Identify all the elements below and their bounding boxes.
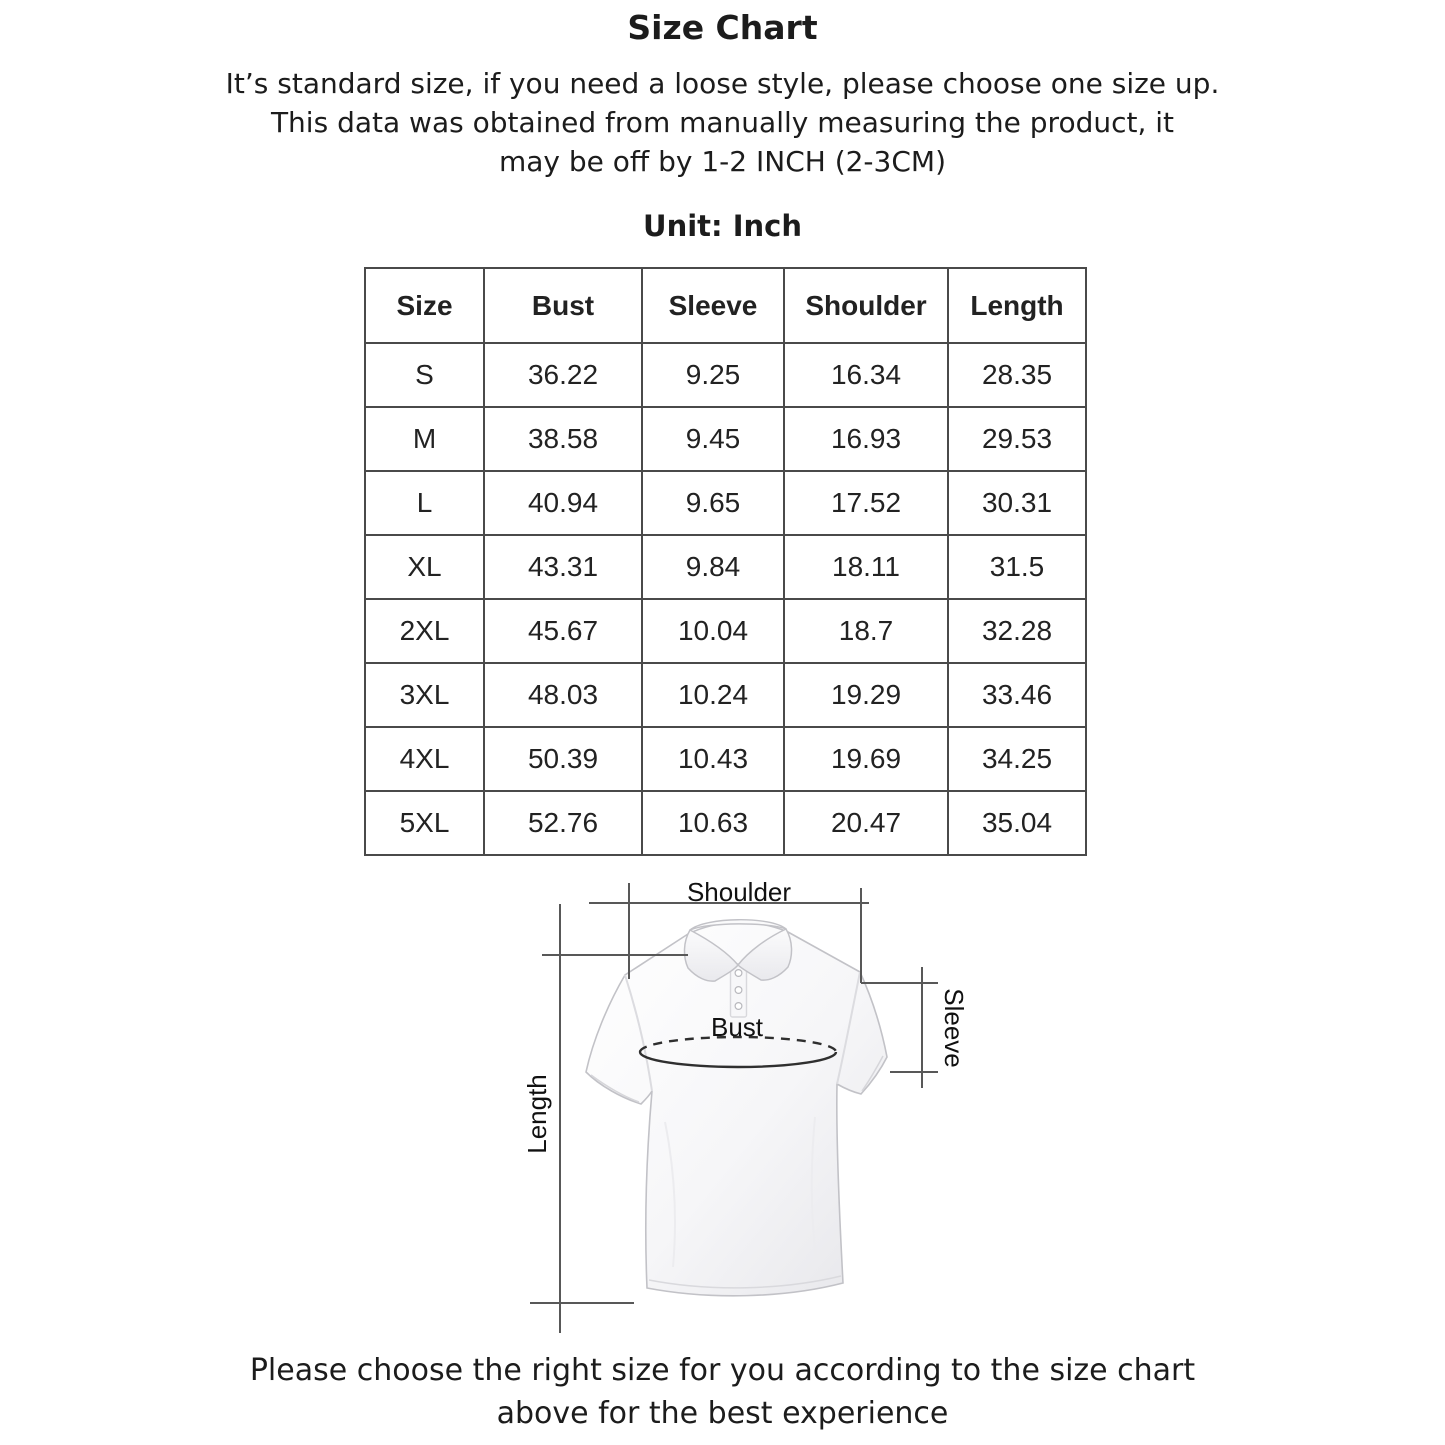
size-chart-table bbox=[364, 267, 1087, 856]
table-row bbox=[365, 343, 1086, 407]
table-cell-size: M bbox=[365, 407, 484, 471]
table-cell-length: 33.46 bbox=[948, 663, 1086, 727]
table-cell-bust: 45.67 bbox=[484, 599, 642, 663]
table-cell-length: 30.31 bbox=[948, 471, 1086, 535]
size-note-line-1: It’s standard size, if you need a loose style, please choose one size up. bbox=[225, 67, 1220, 100]
polo-shirt-illustration bbox=[586, 920, 887, 1296]
table-cell-bust: 38.58 bbox=[484, 407, 642, 471]
table-cell-size: 4XL bbox=[365, 727, 484, 791]
table-cell-shoulder: 17.52 bbox=[784, 471, 948, 535]
table-cell-bust: 48.03 bbox=[484, 663, 642, 727]
footer-note-line-1: Please choose the right size for you according to the size chart bbox=[249, 1353, 1196, 1388]
button-icon bbox=[735, 987, 742, 994]
table-cell-shoulder: 16.34 bbox=[784, 343, 948, 407]
table-cell-size: 2XL bbox=[365, 599, 484, 663]
table-cell-sleeve: 10.63 bbox=[642, 791, 784, 855]
table-cell-length: 35.04 bbox=[948, 791, 1086, 855]
table-cell-size: S bbox=[365, 343, 484, 407]
table-cell-length: 29.53 bbox=[948, 407, 1086, 471]
table-row bbox=[365, 535, 1086, 599]
page-title: Size Chart bbox=[627, 8, 818, 47]
column-header-shoulder: Shoulder bbox=[784, 268, 948, 343]
table-cell-shoulder: 18.7 bbox=[784, 599, 948, 663]
column-header-size: Size bbox=[365, 268, 484, 343]
table-cell-length: 32.28 bbox=[948, 599, 1086, 663]
table-row bbox=[365, 599, 1086, 663]
table-cell-bust: 52.76 bbox=[484, 791, 642, 855]
table-cell-sleeve: 9.25 bbox=[642, 343, 784, 407]
polo-shirt-diagram-graphic bbox=[505, 872, 975, 1340]
table-cell-size: XL bbox=[365, 535, 484, 599]
table-cell-shoulder: 20.47 bbox=[784, 791, 948, 855]
table-cell-sleeve: 10.04 bbox=[642, 599, 784, 663]
shoulder-label: Shoulder bbox=[686, 877, 792, 907]
size-note-line-2: This data was obtained from manually measuring the product, it bbox=[270, 106, 1175, 139]
sleeve-label: Sleeve bbox=[939, 988, 969, 1068]
table-cell-sleeve: 9.65 bbox=[642, 471, 784, 535]
table-cell-size: L bbox=[365, 471, 484, 535]
button-icon bbox=[735, 1003, 742, 1010]
table-cell-size: 3XL bbox=[365, 663, 484, 727]
table-cell-sleeve: 10.24 bbox=[642, 663, 784, 727]
footer-note-line-2: above for the best experience bbox=[496, 1396, 949, 1431]
table-row bbox=[365, 663, 1086, 727]
table-cell-sleeve: 10.43 bbox=[642, 727, 784, 791]
table-cell-length: 31.5 bbox=[948, 535, 1086, 599]
table-row bbox=[365, 407, 1086, 471]
table-cell-shoulder: 16.93 bbox=[784, 407, 948, 471]
unit-label: Unit: Inch bbox=[643, 209, 802, 243]
table-cell-length: 34.25 bbox=[948, 727, 1086, 791]
table-cell-size: 5XL bbox=[365, 791, 484, 855]
bust-label: Bust bbox=[710, 1012, 764, 1042]
table-row bbox=[365, 471, 1086, 535]
column-header-bust: Bust bbox=[484, 268, 642, 343]
table-cell-bust: 40.94 bbox=[484, 471, 642, 535]
length-label: Length bbox=[522, 1074, 552, 1154]
table-row bbox=[365, 727, 1086, 791]
shirt-measurement-diagram bbox=[505, 872, 975, 1340]
table-cell-shoulder: 19.29 bbox=[784, 663, 948, 727]
table-cell-bust: 36.22 bbox=[484, 343, 642, 407]
footer-note bbox=[0, 1349, 1445, 1435]
column-header-sleeve: Sleeve bbox=[642, 268, 784, 343]
size-note bbox=[0, 64, 1445, 181]
table-cell-length: 28.35 bbox=[948, 343, 1086, 407]
table-cell-bust: 50.39 bbox=[484, 727, 642, 791]
table-cell-shoulder: 19.69 bbox=[784, 727, 948, 791]
column-header-length: Length bbox=[948, 268, 1086, 343]
table-cell-sleeve: 9.84 bbox=[642, 535, 784, 599]
button-icon bbox=[735, 970, 742, 977]
table-header-row bbox=[365, 268, 1086, 343]
table-cell-shoulder: 18.11 bbox=[784, 535, 948, 599]
size-note-line-3: may be off by 1-2 INCH (2-3CM) bbox=[498, 145, 946, 178]
table-cell-sleeve: 9.45 bbox=[642, 407, 784, 471]
table-cell-bust: 43.31 bbox=[484, 535, 642, 599]
table-row bbox=[365, 791, 1086, 855]
